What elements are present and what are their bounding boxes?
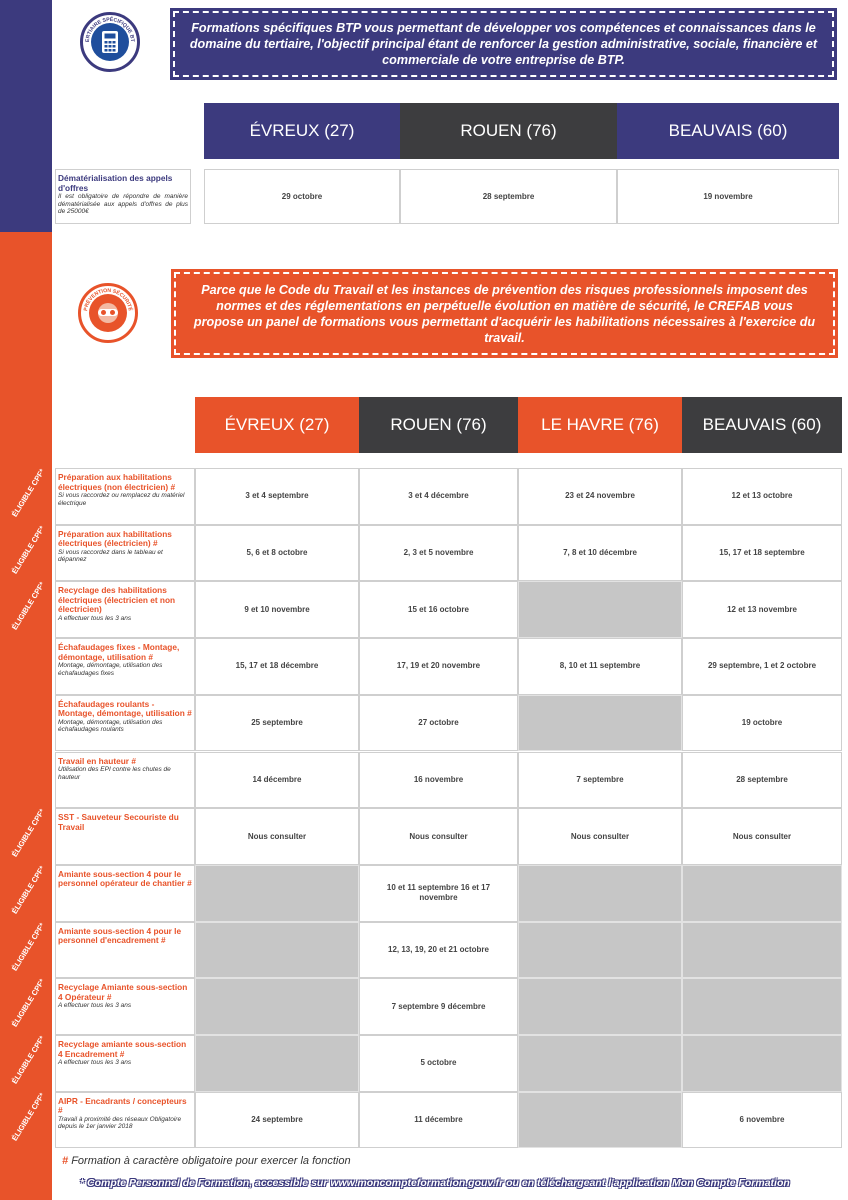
prevention-date-evreux: 15, 17 et 18 décembre — [195, 638, 359, 695]
tertiaire-badge — [80, 12, 140, 72]
cpf-eligible-tag: ÉLIGIBLE CPF* — [9, 864, 47, 916]
prevention-badge-text: PRÉVENTION SÉCURITÉ — [83, 287, 133, 312]
prevention-date-evreux: Nous consulter — [195, 808, 359, 865]
prevention-city-header-rouen: ROUEN (76) — [359, 397, 518, 453]
row-title: AIPR - Encadrants / concepteurs # — [58, 1095, 187, 1116]
prevention-row-label — [55, 581, 195, 638]
prevention-date-beauvais: 6 novembre — [682, 1092, 842, 1149]
prevention-row-label — [55, 1035, 195, 1092]
prevention-row-label — [55, 1092, 195, 1149]
prevention-date-beauvais: 29 septembre, 1 et 2 octobre — [682, 638, 842, 695]
tertiaire-date-rouen: 28 septembre — [400, 169, 617, 224]
prevention-date-rouen: 17, 19 et 20 novembre — [359, 638, 518, 695]
prevention-row-label — [55, 922, 195, 979]
prevention-row-label — [55, 752, 195, 809]
row-subtitle: Si vous raccordez ou remplacez du matériel électrique — [58, 492, 185, 507]
row-title: SST - Sauveteur Secouriste du Travail — [58, 812, 179, 832]
tertiaire-city-header-evreux: ÉVREUX (27) — [204, 103, 400, 159]
tertiaire-banner-text: Formations spécifiques BTP vous permettant de développer vos compétences et connaissances dans le domaine du tertiaire, l'objectif principal étant de renforcer la gestion administrative, sociale, financière et commerciale de votre entreprise de BTP. — [189, 21, 818, 67]
cpf-note: * Compte Personnel de Formation, accessible sur www.moncompteformation.gouv.fr ou en téléchargeant l'application Mon Compte Formation — [80, 1177, 790, 1189]
prevention-date-evreux — [195, 1035, 359, 1092]
cpf-eligible-tag: ÉLIGIBLE CPF* — [9, 580, 47, 632]
prevention-date-le-havre — [518, 1092, 682, 1149]
prevention-date-beauvais — [682, 922, 842, 979]
row-title: Échafaudages fixes - Montage, démontage, utilisation # — [58, 642, 180, 662]
tertiaire-city-header-rouen: ROUEN (76) — [400, 103, 617, 159]
svg-text:TERTIAIRE SPÉCIFIQUE BTP — [80, 12, 135, 43]
row-subtitle: A effectuer tous les 3 ans — [58, 614, 132, 622]
row-title: Amiante sous-section 4 pour le personnel d'encadrement # — [58, 925, 182, 946]
prevention-city-header-le-havre: LE HAVRE (76) — [518, 397, 682, 453]
prevention-row-label — [55, 525, 195, 582]
prevention-row-label — [55, 808, 195, 865]
prevention-date-beauvais — [682, 978, 842, 1035]
row-subtitle: Il est obligatoire de répondre de manière dématérialisée aux appels d'offres de plus de 25000€ — [58, 193, 188, 215]
prevention-date-evreux: 5, 6 et 8 octobre — [195, 525, 359, 582]
cpf-eligible-tag: ÉLIGIBLE CPF* — [9, 920, 47, 972]
prevention-date-beauvais: 19 octobre — [682, 695, 842, 752]
prevention-date-beauvais: 15, 17 et 18 septembre — [682, 525, 842, 582]
prevention-date-evreux — [195, 865, 359, 922]
tertiaire-city-header-beauvais: BEAUVAIS (60) — [617, 103, 839, 159]
badge-text-arc — [78, 283, 138, 343]
row-title: Échafaudages roulants - Montage, démontage, utilisation # — [58, 698, 192, 719]
prevention-row-label — [55, 695, 195, 752]
row-subtitle: Si vous raccordez dans le tableau et dépannez — [58, 548, 163, 564]
row-subtitle: A effectuer tous les 3 ans — [58, 1059, 132, 1066]
prevention-row-label — [55, 865, 195, 922]
prevention-row-label — [55, 468, 195, 525]
row-title: Recyclage amiante sous-section 4 Encadrement # — [58, 1039, 187, 1059]
prevention-date-rouen: 7 septembre 9 décembre — [359, 978, 518, 1035]
row-subtitle: Travail à proximité des réseaux Obligatoire depuis le 1er janvier 2018 — [58, 1115, 182, 1131]
prevention-date-evreux — [195, 978, 359, 1035]
side-stripe-blue — [0, 0, 52, 232]
tertiaire-banner — [170, 8, 837, 80]
prevention-banner — [171, 269, 838, 358]
prevention-date-le-havre: 7, 8 et 10 décembre — [518, 525, 682, 582]
row-title: Travail en hauteur # — [58, 755, 136, 766]
prevention-date-evreux: 24 septembre — [195, 1092, 359, 1149]
prevention-date-beauvais: Nous consulter — [682, 808, 842, 865]
prevention-date-evreux: 14 décembre — [195, 752, 359, 809]
cpf-eligible-tag: ÉLIGIBLE CPF* — [9, 467, 47, 519]
svg-text:PRÉVENTION SÉCURITÉ — [83, 288, 135, 312]
footnote-hash: # — [62, 1155, 69, 1167]
prevention-date-le-havre: Nous consulter — [518, 808, 682, 865]
prevention-row-label — [55, 638, 195, 695]
prevention-date-le-havre: 23 et 24 novembre — [518, 468, 682, 525]
tertiaire-date-evreux: 29 octobre — [204, 169, 400, 224]
row-title: Amiante sous-section 4 pour le personnel opérateur de chantier # — [58, 868, 192, 889]
prevention-city-header-beauvais: BEAUVAIS (60) — [682, 397, 842, 453]
cpf-eligible-tag: ÉLIGIBLE CPF* — [9, 1034, 47, 1086]
row-subtitle: Utilisation des EPI contre les chutes de hauteur — [58, 766, 171, 781]
prevention-date-beauvais — [682, 865, 842, 922]
prevention-date-rouen: 16 novembre — [359, 752, 518, 809]
prevention-badge — [78, 283, 138, 343]
prevention-date-rouen: 11 décembre — [359, 1092, 518, 1149]
tertiaire-date-beauvais: 19 novembre — [617, 169, 839, 224]
row-subtitle: Montage, démontage, utilisation des échafaudages fixes — [58, 662, 163, 677]
prevention-date-le-havre: 7 septembre — [518, 752, 682, 809]
prevention-date-rouen: 27 octobre — [359, 695, 518, 752]
prevention-date-rouen: 3 et 4 décembre — [359, 468, 518, 525]
row-title: Préparation aux habilitations électriques (non électricien) # — [58, 472, 176, 492]
badge-text-arc — [80, 12, 140, 72]
prevention-date-rouen: Nous consulter — [359, 808, 518, 865]
prevention-date-le-havre — [518, 1035, 682, 1092]
prevention-date-le-havre — [518, 581, 682, 638]
prevention-date-evreux — [195, 922, 359, 979]
prevention-city-header-evreux: ÉVREUX (27) — [195, 397, 359, 453]
row-subtitle: Montage, démontage, utilisation des échafaudages roulants — [58, 718, 163, 734]
footnote-text: Formation à caractère obligatoire pour exercer la fonction — [71, 1155, 351, 1167]
prevention-banner-text: Parce que le Code du Travail et les instances de prévention des risques professionnels imposent des normes et des réglementations en perpétuelle évolution en matière de sécurité, le CREFAB vous propose un panel de formations vous permettant d'acquérir les habilitations nécessaires à l'exercice du travail. — [193, 282, 816, 345]
prevention-date-evreux: 9 et 10 novembre — [195, 581, 359, 638]
prevention-date-rouen: 10 et 11 septembre 16 et 17 novembre — [359, 865, 518, 922]
prevention-date-rouen: 5 octobre — [359, 1035, 518, 1092]
prevention-date-beauvais: 12 et 13 novembre — [682, 581, 842, 638]
row-title: Dématérialisation des appels d'offres — [58, 173, 173, 193]
tertiaire-row-label — [55, 169, 191, 224]
prevention-date-evreux: 25 septembre — [195, 695, 359, 752]
prevention-date-beauvais: 12 et 13 octobre — [682, 468, 842, 525]
row-title: Recyclage des habilitations électriques (électricien et non électricien) — [58, 585, 176, 615]
prevention-date-le-havre — [518, 922, 682, 979]
prevention-date-evreux: 3 et 4 septembre — [195, 468, 359, 525]
footnote — [62, 1155, 351, 1167]
prevention-date-le-havre: 8, 10 et 11 septembre — [518, 638, 682, 695]
prevention-date-le-havre — [518, 865, 682, 922]
prevention-date-rouen: 2, 3 et 5 novembre — [359, 525, 518, 582]
row-subtitle: A effectuer tous les 3 ans — [58, 1002, 132, 1010]
cpf-eligible-tag: ÉLIGIBLE CPF* — [9, 807, 47, 859]
prevention-date-rouen: 15 et 16 octobre — [359, 581, 518, 638]
tertiaire-badge-text: ERTIAIRE SPÉCIFIQUE BT — [84, 16, 136, 43]
prevention-date-beauvais — [682, 1035, 842, 1092]
row-title: Préparation aux habilitations électriques (électricien) # — [58, 528, 172, 549]
prevention-date-rouen: 12, 13, 19, 20 et 21 octobre — [359, 922, 518, 979]
row-title: Recyclage Amiante sous-section 4 Opérateur # — [58, 982, 188, 1002]
cpf-eligible-tag: ÉLIGIBLE CPF* — [9, 524, 47, 576]
cpf-eligible-tag: ÉLIGIBLE CPF* — [9, 977, 47, 1029]
cpf-eligible-tag: ÉLIGIBLE CPF* — [9, 1091, 47, 1143]
prevention-date-beauvais: 28 septembre — [682, 752, 842, 809]
prevention-date-le-havre — [518, 695, 682, 752]
prevention-date-le-havre — [518, 978, 682, 1035]
prevention-row-label — [55, 978, 195, 1035]
